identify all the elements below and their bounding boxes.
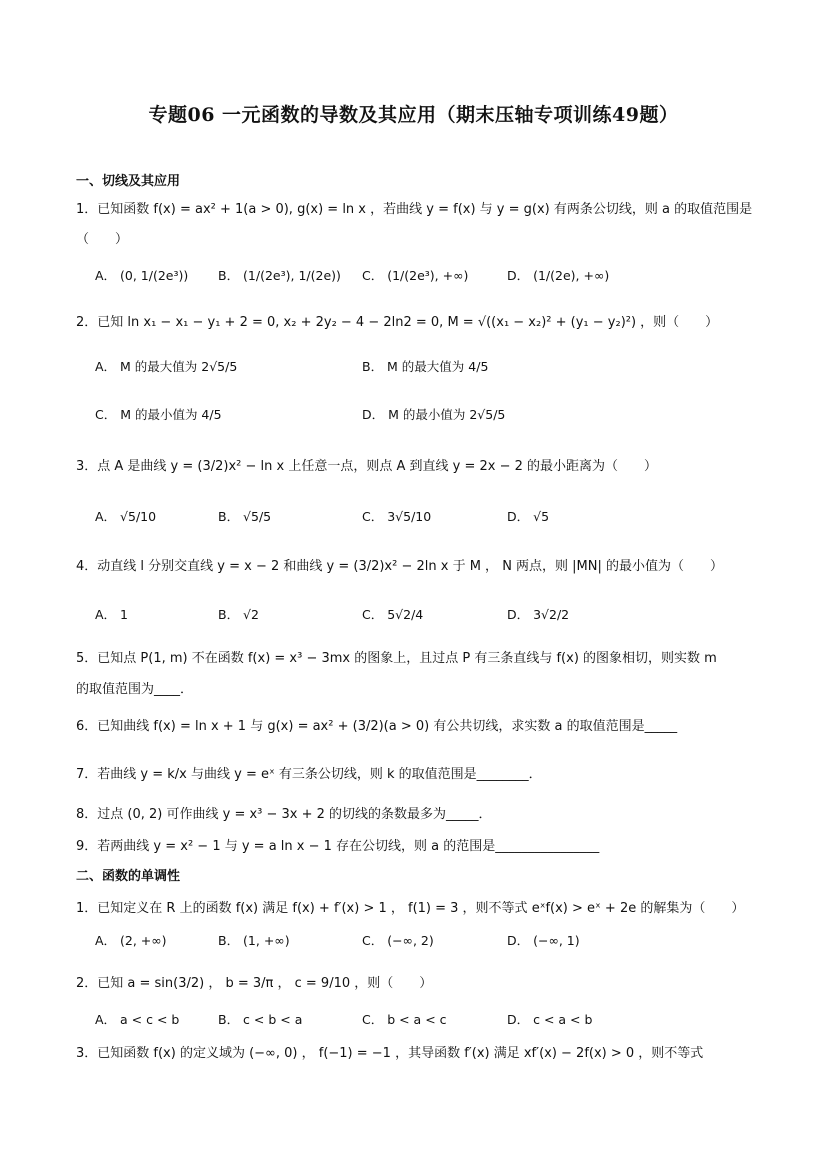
q1-4-option-c: C． 5√2/4 [362,607,424,622]
q1-2-option-c: C． M 的最小值为 4/5 [95,407,222,422]
q2-1-option-a: A． (2, +∞) [95,933,167,948]
q1-2-stem: 2．已知 ln x₁ − x₁ − y₁ + 2 = 0, x₂ + 2y₂ − 4 − 2ln2 = 0, M = √((x₁ − x₂)² + (y₁ − y₂)²) ，则（ ） [76,315,719,330]
q1-3-option-a: A． √5/10 [95,509,157,524]
q1-1-option-a: A． (0, 1/(2e³)) [95,268,189,283]
q1-2-option-a: A． M 的最大值为 2√5/5 [95,359,238,374]
q1-1-option-c: C． (1/(2e³), +∞) [362,268,469,283]
q1-3-option-d: D． √5 [507,509,550,524]
q2-2-option-d: D． c < a < b [507,1012,593,1027]
q1-2-option-d: D． M 的最小值为 2√5/5 [362,407,506,422]
q1-2-option-b: B． M 的最大值为 4/5 [362,359,489,374]
q1-1-stem: 1．已知函数 f(x) = ax² + 1(a > 0), g(x) = ln x ，若曲线 y = f(x) 与 y = g(x) 有两条公切线，则 a 的取值范围是 [76,202,753,217]
q2-3-stem: 3．已知函数 f(x) 的定义域为 (−∞, 0) ， f(−1) = −1 ，其导函数 f′(x) 满足 xf′(x) − 2f(x) > 0 ，则不等式 [76,1046,704,1061]
section-heading-tangent: 一、切线及其应用 [76,174,181,189]
q1-1-option-d: D． (1/(2e), +∞) [507,268,610,283]
q2-1-option-d: D． (−∞, 1) [507,933,580,948]
q1-1-paren: （ ） [76,232,129,247]
q1-5-stem: 5．已知点 P(1, m) 不在函数 f(x) = x³ − 3mx 的图象上，且过点 P 有三条直线与 f(x) 的图象相切，则实数 m [76,651,717,666]
q2-1-option-b: B． (1, +∞) [218,933,290,948]
q1-7-stem: 7．若曲线 y = k/x 与曲线 y = eˣ 有三条公切线，则 k 的取值范围是________． [76,767,542,782]
q1-3-stem: 3．点 A 是曲线 y = (3/2)x² − ln x 上任意一点，则点 A 到直线 y = 2x − 2 的最小距离为（ ） [76,459,658,474]
q1-4-option-a: A． 1 [95,607,128,622]
q2-2-option-a: A． a < c < b [95,1012,180,1027]
q1-3-option-b: B． √5/5 [218,509,272,524]
q1-4-stem: 4．动直线 l 分别交直线 y = x − 2 和曲线 y = (3/2)x² − 2ln x 于 M ， N 两点，则 |MN| 的最小值为（ ） [76,559,724,574]
q1-4-option-b: B． √2 [218,607,259,622]
q1-4-option-d: D． 3√2/2 [507,607,570,622]
q2-2-stem: 2．已知 a = sin(3/2) ， b = 3/π ， c = 9/10 ，则（ ） [76,976,433,991]
q1-3-option-c: C． 3√5/10 [362,509,432,524]
q2-2-option-c: C． b < a < c [362,1012,447,1027]
q2-2-option-b: B． c < b < a [218,1012,303,1027]
q2-1-option-c: C． (−∞, 2) [362,933,434,948]
q1-6-stem: 6．已知曲线 f(x) = ln x + 1 与 g(x) = ax² + (3/2)(a > 0) 有公共切线，求实数 a 的取值范围是_____ [76,719,678,734]
q1-1-option-b: B． (1/(2e³), 1/(2e)) [218,268,341,283]
q1-9-stem: 9．若两曲线 y = x² − 1 与 y = a ln x − 1 存在公切线，则 a 的范围是________________ [76,839,600,854]
q1-8-stem: 8．过点 (0, 2) 可作曲线 y = x³ − 3x + 2 的切线的条数最多为_____． [76,807,492,822]
q2-1-stem: 1．已知定义在 R 上的函数 f(x) 满足 f(x) + f′(x) > 1 ， f(1) = 3 ，则不等式 eˣf(x) > eˣ + 2e 的解集为（ ） [76,901,745,916]
page-title: 专题06 一元函数的导数及其应用（期末压轴专项训练49题） [148,104,679,126]
section-heading-monotonicity: 二、函数的单调性 [76,869,181,884]
q1-5-stem-cont: 的取值范围为____． [76,682,194,697]
